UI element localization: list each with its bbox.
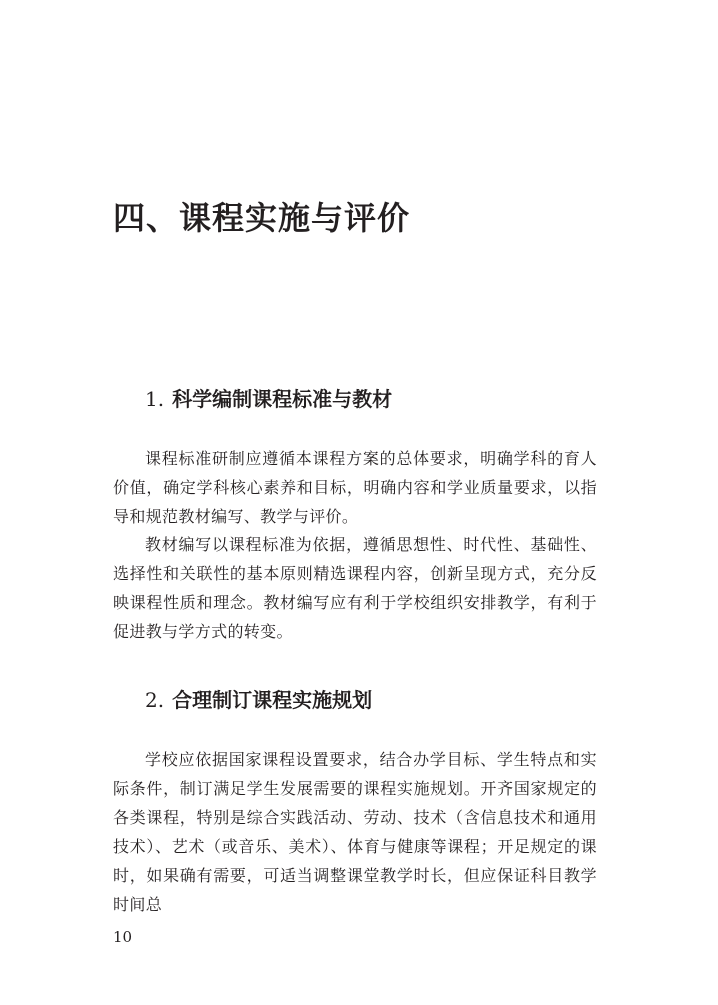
paragraph: 学校应依据国家课程设置要求，结合办学目标、学生特点和实际条件，制订满足学生发展需要的课程实施规划。开齐国家规定的各类课程，特别是综合实践活动、劳动、技术（含信息技术和通用技术）、艺术（或音乐、美术）、体育与健康等课程；开足规定的课时，如果确有需要，可适当调整课堂教学时长，但应保证科目教学时间总 [113, 750, 597, 914]
page-number: 10 [113, 928, 133, 946]
chapter-title: 四、课程实施与评价 [113, 199, 411, 237]
section-title-text: 合理制订课程实施规划 [172, 688, 373, 712]
section-number: 2. [145, 688, 165, 712]
section-heading-2 [145, 686, 372, 714]
paragraph: 教材编写以课程标准为依据，遵循思想性、时代性、基础性、选择性和关联性的基本原则精选课程内容，创新呈现方式，充分反映课程性质和理念。教材编写应有利于学校组织安排教学，有利于促进教与学方式的转变。 [113, 535, 597, 641]
paragraph: 课程标准研制应遵循本课程方案的总体要求，明确学科的育人价值，确定学科核心素养和目标，明确内容和学业质量要求，以指导和规范教材编写、教学与评价。 [113, 449, 597, 526]
section-title-text: 科学编制课程标准与教材 [172, 387, 393, 411]
section-heading-1 [145, 385, 392, 413]
section-number: 1. [145, 387, 165, 411]
